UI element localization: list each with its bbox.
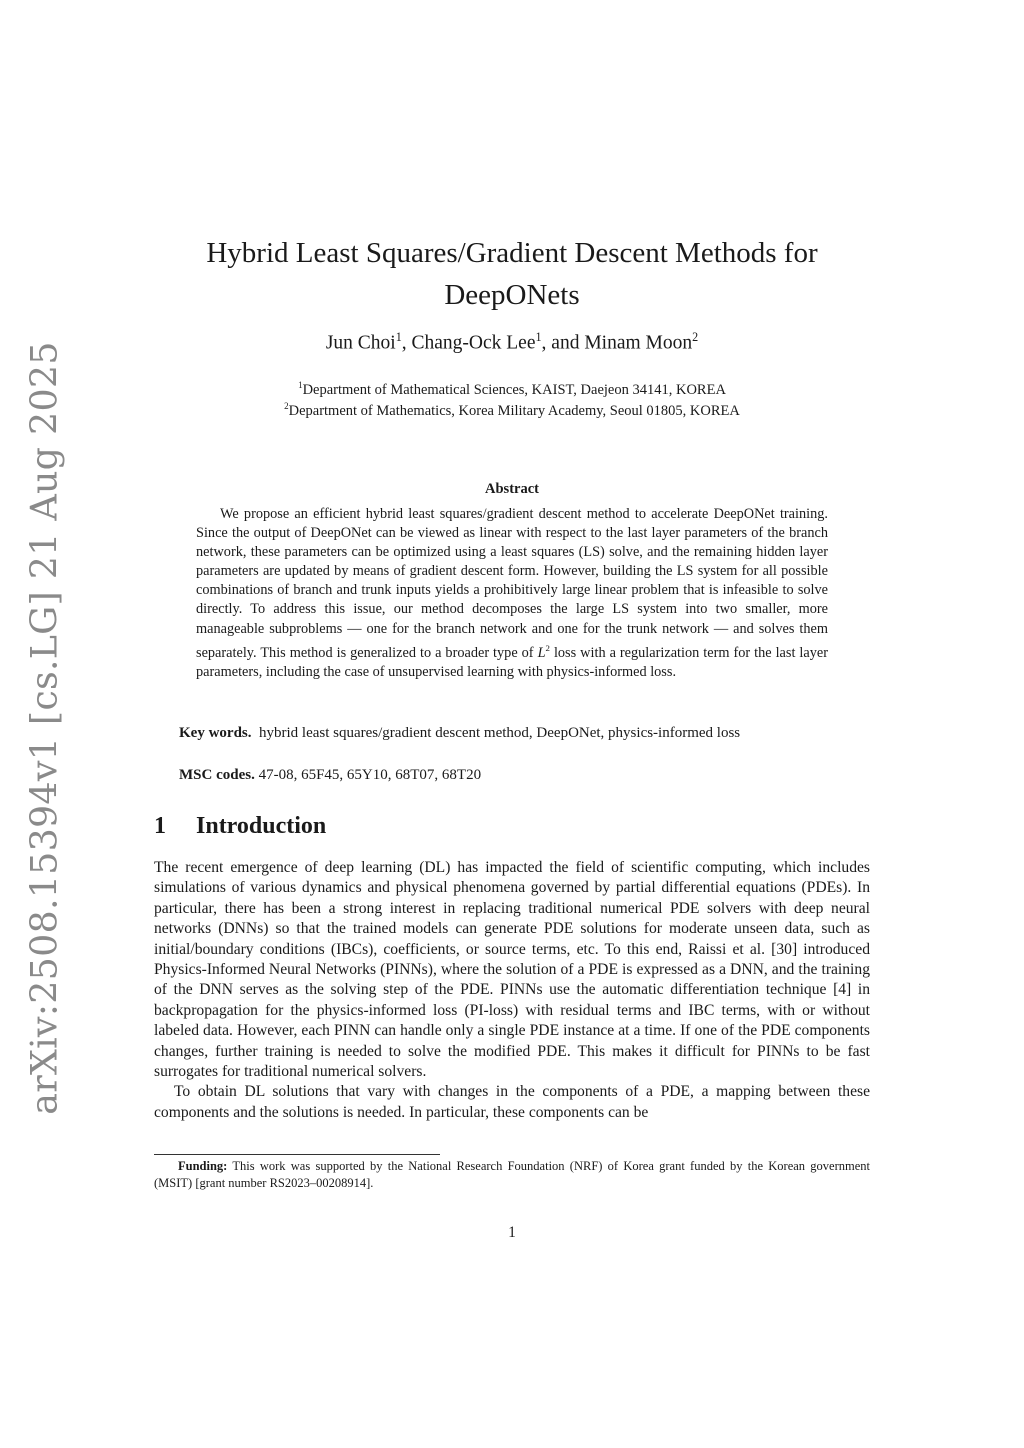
abstract-body: We propose an efficient hybrid least squares/gradient descent method to accelerate DeepONet training. Since the output of DeepONet can be viewed as linear with respect to the last layer parameters of the branch network, these parameters can be optimized using a least squares (LS) solve, and the remaining hidden layer parameters are updated by means of gradient descent form. However, building the LS system for all possible combinations of branch and trunk inputs yields a prohibitively large linear problem that is infeasible to solve directly. To address this issue, our method decomposes the large LS system into two smaller, more manageable subproblems — one for the branch network and one for the trunk network — and solves them separately. This method is generalized to a broader type of $L^2$ loss with a regularization term for the last layer parameters, including the case of unsupervised learning with physics-informed loss.	[196, 506, 828, 680]
intro-body	[154, 858, 870, 1123]
msc-label: MSC codes.	[179, 767, 255, 783]
page-number: 1	[508, 1224, 516, 1241]
paper-title	[160, 232, 864, 316]
author-affil-mark: 2	[692, 330, 699, 344]
msc-codes: MSC codes. 47-08, 65F45, 65Y10, 68T07, 68T20	[179, 767, 482, 783]
keywords-label: Key words.	[179, 725, 252, 741]
affiliation: $^1$Department of Mathematical Sciences, KAIST, Daejeon 34141, KOREA	[298, 380, 726, 398]
title-line-1: Hybrid Least Squares/Gradient Descent Methods for	[206, 237, 818, 269]
footnote-rule	[154, 1154, 440, 1155]
author-list: Jun Choi$^1$, Chang-Ock Lee$^1$, and Minam Moon$^2$	[325, 330, 699, 354]
funding-footnote: Funding: This work was supported by the National Research Foundation (NRF) of Korea grant funded by the Korean government (MSIT) [grant number RS2023–00208914].	[154, 1159, 870, 1190]
author-name: Jun Choi	[325, 332, 396, 354]
abstract-heading: Abstract	[485, 481, 539, 497]
affiliation: $^2$Department of Mathematics, Korea Military Academy, Seoul 01805, KOREA	[284, 401, 740, 419]
arxiv-identifier: arXiv:2508.15394v1 [cs.LG] 21 Aug 2025	[22, 341, 66, 1115]
keywords: Key words. hybrid least squares/gradient descent method, DeepONet, physics-informed loss	[179, 725, 741, 741]
section-title: Introduction	[196, 813, 327, 839]
math-symbol: L	[537, 644, 546, 661]
funding-label: Funding:	[178, 1159, 228, 1173]
paragraph: The recent emergence of deep learning (DL) has impacted the field of scientific computing, which includes simulations of various dynamics and physical phenomena governed by partial differential equations (PDEs). In particular, there has been a strong interest in replacing traditional numerical PDE solvers with deep neural networks (DNNs) so that the trained models can generate PDE solutions for moderate unseen data, such as initial/boundary conditions (IBCs), coefficients, or source terms, etc. To this end, Raissi et al. [30] introduced Physics-Informed Neural Networks (PINNs), where the solution of a PDE is expressed as a DNN, and the training of the DNN serves as the solving step of the PDE. PINNs use the automatic differentiation technique [4] in backpropagation for the physics-informed loss (PI-loss) with residual terms and IBC terms, with or without labeled data. However, each PINN can handle only a single PDE instance at a time. If one of the PDE components changes, further training is needed to solve the modified PDE. This makes it difficult for PINNs to be fast surrogates for traditional numerical solvers.	[154, 859, 870, 1081]
paragraph: To obtain DL solutions that vary with changes in the components of a PDE, a mapping between these components and the solutions is needed. In particular, these components can be	[154, 1083, 870, 1121]
author-affil-mark: 1	[535, 330, 542, 344]
section-heading	[154, 813, 326, 840]
author-name: Chang-Ock Lee	[411, 332, 536, 354]
section-number: 1	[154, 813, 166, 839]
author-name: Minam Moon	[584, 332, 693, 354]
author-affil-mark: 1	[395, 330, 402, 344]
title-line-2: DeepONets	[444, 279, 580, 311]
